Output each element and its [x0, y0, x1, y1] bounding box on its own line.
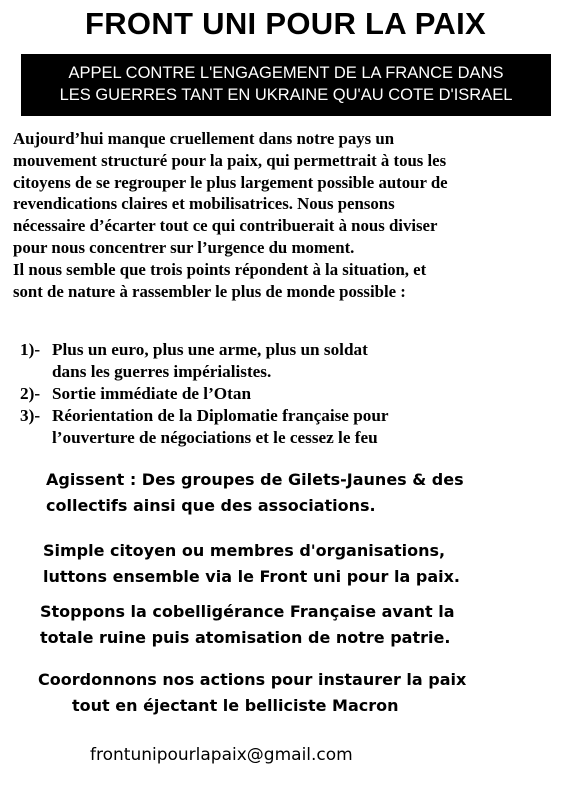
intro-line: sont de nature à rassembler le plus de monde possible : [13, 281, 406, 301]
subtitle-banner [21, 54, 551, 116]
demand-text: Réorientation de la Diplomatie française pour [52, 406, 389, 425]
intro-line: citoyens de se regrouper le plus largement possible autour de [13, 172, 448, 192]
demand-item-3 [20, 405, 550, 449]
intro-paragraph [13, 128, 563, 302]
intro-line: revendications claires et mobilisatrices. Nous pensons [13, 194, 395, 214]
banner-line-2: LES GUERRES TANT EN UKRAINE QU'AU COTE D'ISRAEL [59, 86, 513, 104]
demand-number: 1)- [20, 340, 41, 359]
paragraph-line: collectifs ainsi que des associations. [46, 496, 376, 515]
demand-text: Sortie immédiate de l’Otan [52, 384, 252, 403]
paragraph-line: luttons ensemble via le Front uni pour la paix. [43, 567, 460, 586]
citoyen-paragraph [43, 538, 460, 590]
contact-email[interactable]: frontunipourlapaix@gmail.com [90, 745, 353, 765]
paragraph-line: Coordonnons nos actions pour instaurer la paix [38, 670, 467, 689]
coordonnons-paragraph [38, 667, 466, 719]
demand-text: Plus un euro, plus une arme, plus un soldat [52, 340, 368, 359]
stoppons-paragraph [40, 599, 455, 651]
demand-number: 3)- [20, 406, 41, 425]
paragraph-line: Stoppons la cobelligérance Française avant la [40, 602, 455, 621]
intro-line: mouvement structuré pour la paix, qui permettrait à tous les [13, 150, 447, 170]
paragraph-line: Simple citoyen ou membres d'organisations, [43, 541, 446, 560]
demand-item-1 [20, 339, 550, 383]
demand-text-continued: dans les guerres impérialistes. [52, 362, 272, 381]
paragraph-line: tout en éjectant le belliciste Macron [72, 696, 399, 715]
page-title: FRONT UNI POUR LA PAIX [85, 6, 486, 41]
intro-line: pour nous concentrer sur l’urgence du moment. [13, 237, 355, 257]
paragraph-line: Agissent : Des groupes de Gilets-Jaunes & des [46, 470, 464, 489]
intro-line: Il nous semble que trois points répondent à la situation, et [13, 259, 427, 279]
agissent-paragraph [46, 467, 464, 519]
intro-line: nécessaire d’écarter tout ce qui contribuerait à nous diviser [13, 216, 438, 236]
demand-text-continued: l’ouverture de négociations et le cessez le feu [52, 428, 378, 447]
demands-list [20, 339, 550, 449]
paragraph-line: totale ruine puis atomisation de notre patrie. [40, 628, 451, 647]
demand-number: 2)- [20, 384, 41, 403]
banner-line-1: APPEL CONTRE L'ENGAGEMENT DE LA FRANCE DANS [68, 64, 504, 82]
intro-line: Aujourd’hui manque cruellement dans notre pays un [13, 129, 395, 148]
demand-item-2 [20, 383, 550, 405]
